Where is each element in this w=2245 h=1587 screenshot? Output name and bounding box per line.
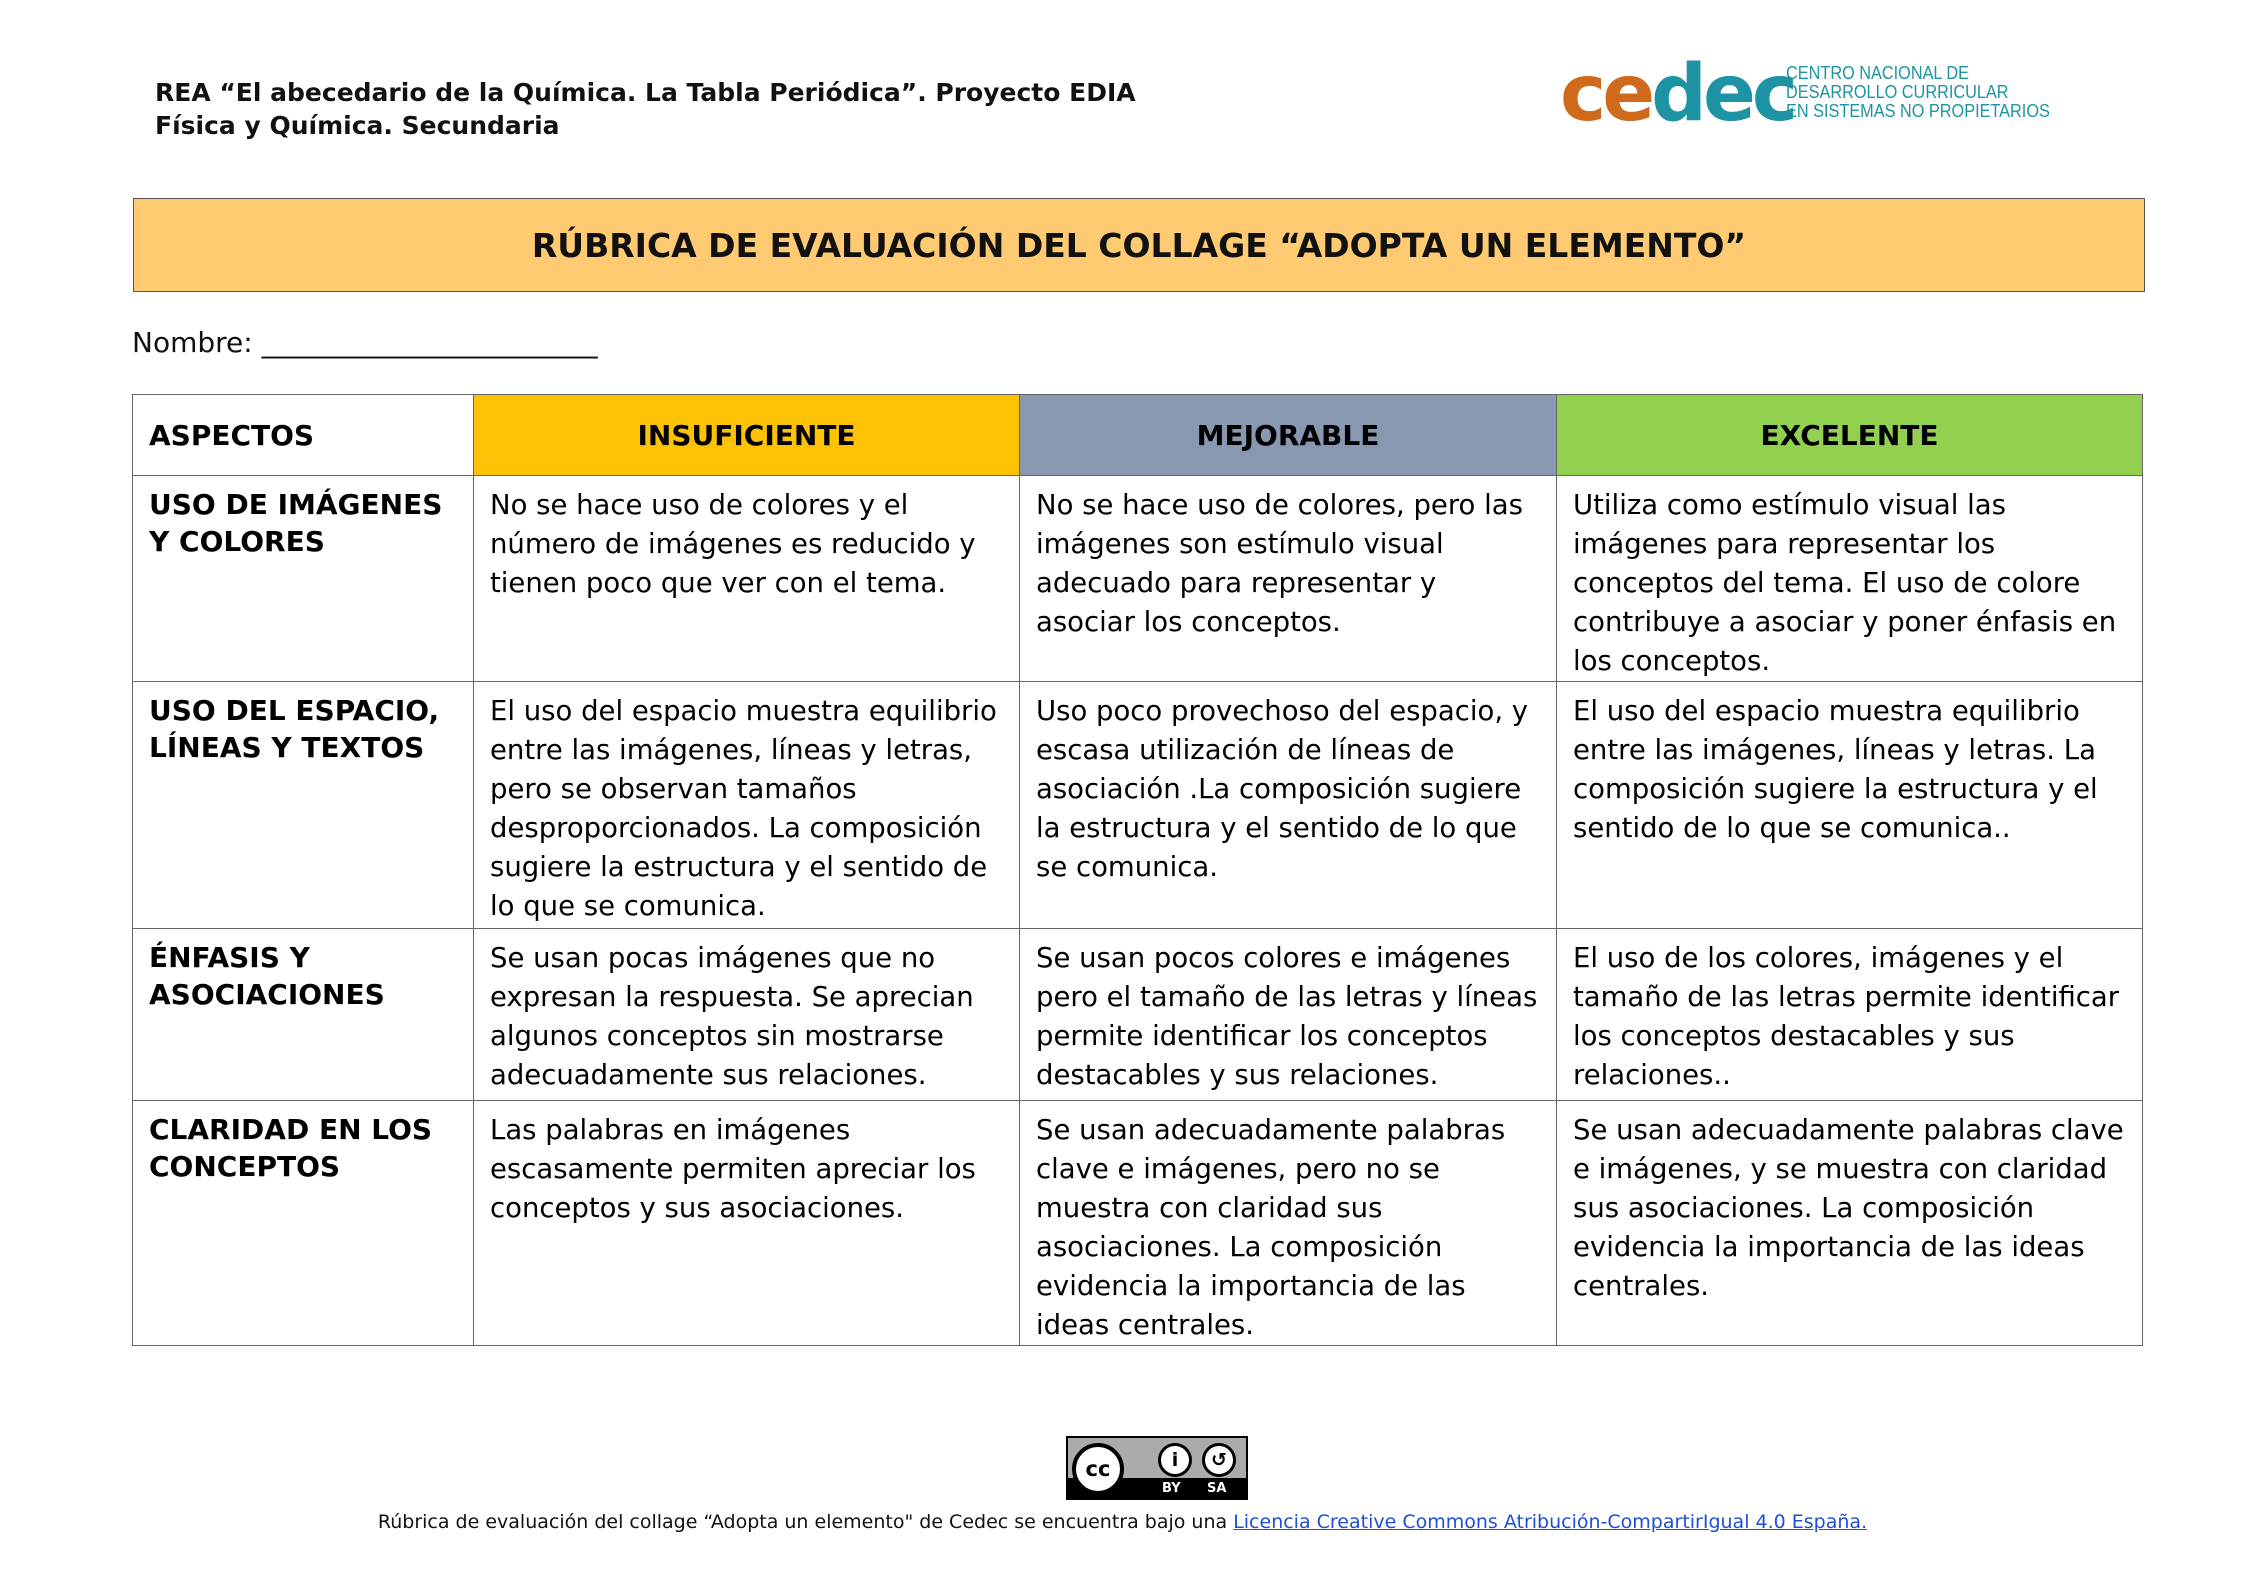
aspect-cell: USO DE IMÁGENES Y COLORES	[133, 476, 474, 682]
header-aspects: ASPECTOS	[133, 395, 474, 476]
badge-sa-label: SA	[1207, 1481, 1227, 1496]
excelente-cell: Utiliza como estímulo visual las imágenes para representar los conceptos del tema. El uso de colore contribuye a asociar y poner énfasis en los conceptos.	[1557, 476, 2143, 682]
nombre-field-label: Nombre: ________________________	[132, 326, 598, 359]
cc-by-sa-badge[interactable]	[1066, 1436, 1248, 1500]
table-row	[133, 929, 2143, 1101]
insuficiente-cell: El uso del espacio muestra equilibrio entre las imágenes, líneas y letras, pero se observan tamaños desproporcionados. La composición sugiere la estructura y el sentido de lo que se comunica.	[474, 682, 1020, 929]
header-line-1: REA “El abecedario de la Química. La Tabla Periódica”. Proyecto EDIA	[155, 78, 1136, 107]
mejorable-cell: Se usan pocos colores e imágenes pero el tamaño de las letras y líneas permite identificar los conceptos destacables y sus relaciones.	[1020, 929, 1557, 1101]
mejorable-cell: Se usan adecuadamente palabras clave e imágenes, pero no se muestra con claridad sus asociaciones. La composición evidencia la importancia de las ideas centrales.	[1020, 1101, 1557, 1346]
mejorable-cell: No se hace uso de colores, pero las imágenes son estímulo visual adecuado para representar y asociar los conceptos.	[1020, 476, 1557, 682]
excelente-cell: Se usan adecuadamente palabras clave e imágenes, y se muestra con claridad sus asociaciones. La composición evidencia la importancia de las ideas centrales.	[1557, 1101, 2143, 1346]
header-line-2: Física y Química. Secundaria	[155, 111, 560, 140]
header-insuficiente: INSUFICIENTE	[474, 395, 1020, 476]
header-excelente: EXCELENTE	[1557, 395, 2143, 476]
table-row	[133, 1101, 2143, 1346]
aspect-cell: ÉNFASIS Y ASOCIACIONES	[133, 929, 474, 1101]
aspect-cell: USO DEL ESPACIO, LÍNEAS Y TEXTOS	[133, 682, 474, 929]
excelente-cell: El uso de los colores, imágenes y el tamaño de las letras permite identificar los conceptos destacables y sus relaciones..	[1557, 929, 2143, 1101]
rubric-title: RÚBRICA DE EVALUACIÓN DEL COLLAGE “ADOPTA UN ELEMENTO”	[133, 198, 2145, 292]
insuficiente-cell: No se hace uso de colores y el número de imágenes es reducido y tienen poco que ver con el tema.	[474, 476, 1020, 682]
insuficiente-cell: Se usan pocas imágenes que no expresan la respuesta. Se aprecian algunos conceptos sin mostrarse adecuadamente sus relaciones.	[474, 929, 1020, 1101]
table-header-row	[133, 395, 2143, 476]
document-header	[155, 76, 1136, 142]
creative-commons-icon: cc	[1072, 1443, 1124, 1495]
license-link[interactable]: Licencia Creative Commons Atribución-CompartirIgual 4.0 España.	[1233, 1511, 1868, 1533]
badge-by-label: BY	[1162, 1481, 1181, 1496]
license-text: Rúbrica de evaluación del collage “Adopta un elemento" de Cedec se encuentra bajo una	[377, 1511, 1234, 1533]
mejorable-cell: Uso poco provechoso del espacio, y escasa utilización de líneas de asociación .La composición sugiere la estructura y el sentido de lo que se comunica.	[1020, 682, 1557, 929]
header-mejorable: MEJORABLE	[1020, 395, 1557, 476]
excelente-cell: El uso del espacio muestra equilibrio entre las imágenes, líneas y letras. La composición sugiere la estructura y el sentido de lo que se comunica..	[1557, 682, 2143, 929]
attribution-icon: i	[1158, 1443, 1192, 1477]
cedec-logo-subtitle: CENTRO NACIONAL DE DESARROLLO CURRICULAR EN SISTEMAS NO PROPIETARIOS	[1786, 62, 2050, 121]
cedec-logo-wordmark: cedec	[1560, 49, 1795, 139]
insuficiente-cell: Las palabras en imágenes escasamente permiten apreciar los conceptos y sus asociaciones.	[474, 1101, 1020, 1346]
share-alike-icon: ↺	[1202, 1443, 1236, 1477]
license-footer	[0, 1511, 2245, 1533]
table-row	[133, 476, 2143, 682]
aspect-cell: CLARIDAD EN LOS CONCEPTOS	[133, 1101, 474, 1346]
table-row	[133, 682, 2143, 929]
rubric-table	[132, 394, 2143, 1346]
